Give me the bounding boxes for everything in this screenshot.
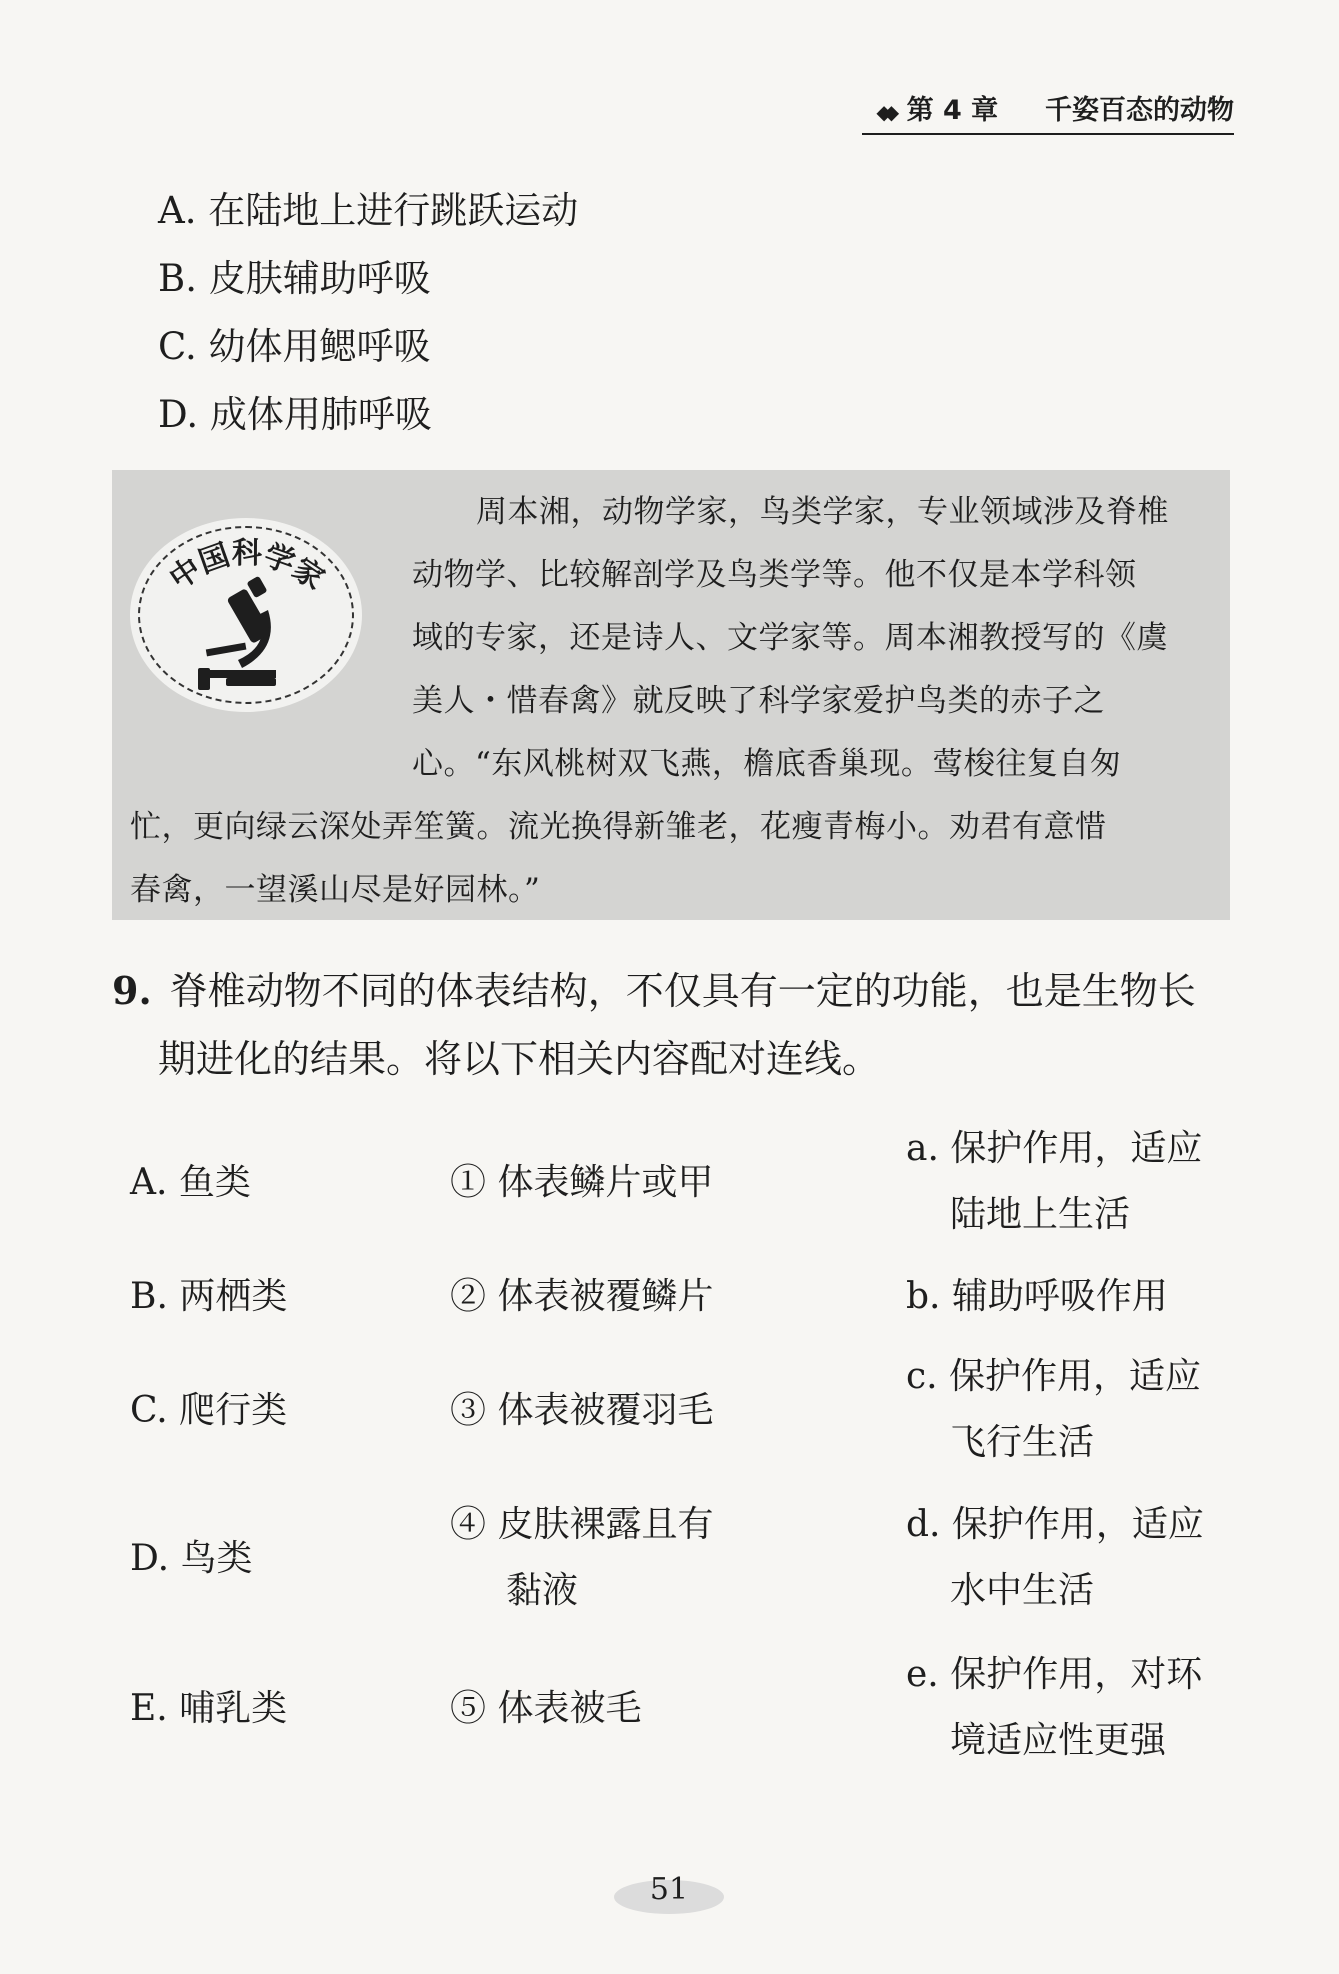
option-d: D. 成体用肺呼吸 <box>158 393 432 436</box>
svg-text:中国科学家 <box>163 536 330 597</box>
function-d-cont: 水中生活 <box>950 1570 1095 1611</box>
chapter-header <box>862 88 1234 135</box>
info-line-7: 春禽，一望溪山尽是好园林。” <box>130 872 541 908</box>
structure-1: ① 体表鳞片或甲 <box>450 1162 714 1203</box>
question-text-line-2: 期进化的结果。将以下相关内容配对连线。 <box>158 1037 881 1081</box>
animal-a: A. 鱼类 <box>130 1162 251 1203</box>
question-9 <box>112 960 1196 1015</box>
scientist-info-box <box>112 470 1230 920</box>
diamond-icon: ◆◆ <box>876 100 892 124</box>
info-line-4: 美人・惜春禽》就反映了科学家爱护鸟类的赤子之 <box>412 683 1105 719</box>
function-b: b. 辅助呼吸作用 <box>906 1276 1168 1317</box>
function-d: d. 保护作用，适应 <box>906 1504 1204 1545</box>
animal-d: D. 鸟类 <box>130 1538 253 1579</box>
chapter-number: 第 4 章 <box>906 95 999 126</box>
question-number: 9. <box>112 968 152 1013</box>
info-line-3: 域的专家，还是诗人、文学家等。周本湘教授写的《虞 <box>412 620 1168 656</box>
info-line-6: 忙，更向绿云深处弄笙簧。流光换得新雏老，花瘦青梅小。劝君有意惜 <box>130 809 1107 845</box>
structure-4: ④ 皮肤裸露且有 <box>450 1504 714 1545</box>
option-a: A. 在陆地上进行跳跃运动 <box>158 189 579 232</box>
structure-4-cont: 黏液 <box>506 1570 579 1611</box>
option-c: C. 幼体用鳃呼吸 <box>158 325 431 368</box>
structure-3: ③ 体表被覆羽毛 <box>450 1390 714 1431</box>
function-e-cont: 境适应性更强 <box>950 1720 1167 1761</box>
structure-2: ② 体表被覆鳞片 <box>450 1276 714 1317</box>
function-e: e. 保护作用，对环 <box>906 1654 1203 1695</box>
animal-b: B. 两栖类 <box>130 1276 288 1317</box>
animal-e: E. 哺乳类 <box>130 1688 288 1729</box>
chapter-title: 千姿百态的动物 <box>1045 95 1234 126</box>
question-text-line-1: 脊椎动物不同的体表结构，不仅具有一定的功能，也是生物长 <box>169 969 1196 1013</box>
function-c-cont: 飞行生活 <box>950 1422 1095 1463</box>
page-number: 51 <box>614 1872 724 1916</box>
function-a: a. 保护作用，适应 <box>906 1128 1203 1169</box>
function-a-cont: 陆地上生活 <box>950 1194 1131 1235</box>
function-c: c. 保护作用，适应 <box>906 1356 1202 1397</box>
info-line-1: 周本湘，动物学家，鸟类学家，专业领域涉及脊椎 <box>476 494 1169 530</box>
badge-label: 中国科学家 <box>163 535 331 598</box>
option-b: B. 皮肤辅助呼吸 <box>158 257 431 300</box>
info-line-5: 心。“东风桃树双飞燕，檐底香巢现。莺梭往复自匆 <box>412 746 1122 782</box>
animal-c: C. 爬行类 <box>130 1390 288 1431</box>
info-line-2: 动物学、比较解剖学及鸟类学等。他不仅是本学科领 <box>412 557 1137 593</box>
chinese-scientist-badge <box>130 518 362 712</box>
structure-5: ⑤ 体表被毛 <box>450 1688 642 1729</box>
